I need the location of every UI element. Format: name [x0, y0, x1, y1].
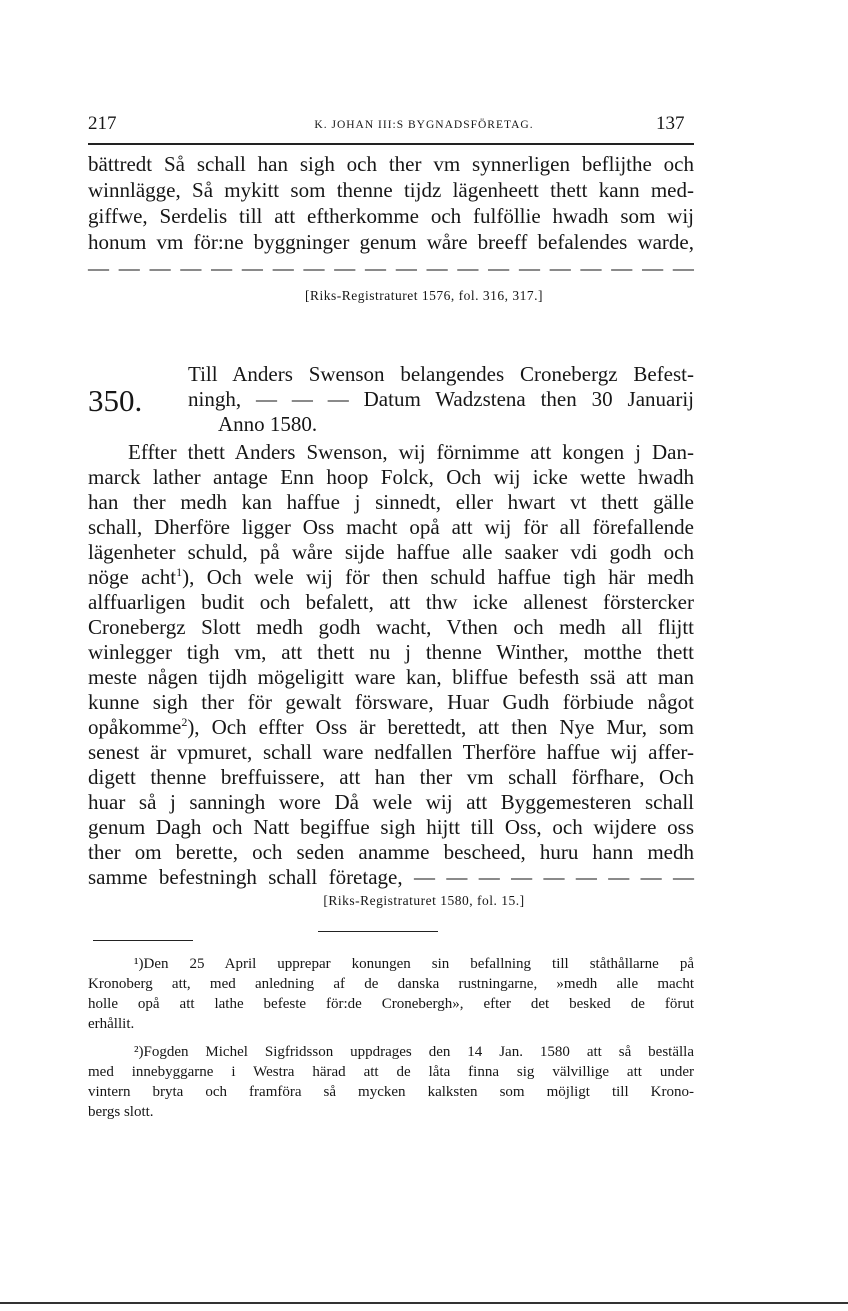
text-line: ther om berette, och seden anamme bescheed, huru hann medh	[88, 840, 694, 864]
footnote-text: Den 25 April upprepar konungen sin befallning till ståthållarne på	[143, 956, 694, 972]
dash: —	[365, 256, 387, 280]
dash: —	[457, 256, 479, 280]
title-line: ningh, — — — Datum Wadzstena then 30 Januarij	[188, 387, 694, 411]
text-line: lägenheter schuld, på wåre sijde haffue alle saaker vdi godh och	[88, 540, 694, 564]
footnote-line	[134, 1043, 694, 1063]
footnote-line: vintern bryta och framföra så mycken kalksten som möjligt till Krono-	[88, 1084, 694, 1100]
text-line: winnlägge, Så mykitt som thenne tijdz lägenheett thett kann med-	[88, 178, 694, 202]
text-line: Effter thett Anders Swenson, wij förnimme att kongen j Dan-	[128, 440, 694, 464]
dash: —	[549, 256, 571, 280]
source-citation: [Riks-Registraturet 1580, fol. 15.]	[323, 893, 525, 908]
text-line: han ther medh kan haffue j sinnedt, eller hwart vt thett gälle	[88, 490, 694, 514]
text-line: honum vm för:ne byggninger genum wåre breeff befalendes warde,	[88, 230, 694, 254]
footnote-text: Fogden Michel Sigfridsson uppdrages den 14 Jan. 1580 att så beställa	[143, 1044, 694, 1060]
dash: —	[672, 256, 694, 280]
footnote-mark: ²)	[134, 1044, 144, 1060]
dash: —	[272, 256, 294, 280]
text-line: samme befestningh schall företage, — — — — — — — — —	[88, 865, 694, 889]
dash: —	[426, 256, 448, 280]
footnote-line: Kronoberg att, med anledning af de danska rustningarne, »medh alle macht	[88, 976, 694, 992]
dash: —	[580, 256, 602, 280]
text-run: nöge acht	[88, 565, 177, 589]
document-number: 350.	[88, 383, 143, 418]
dash: —	[118, 256, 140, 280]
footnote-ref: 2	[181, 715, 188, 729]
text-line: alffuarligen budit och befalett, att thw icke allenest förstercker	[88, 590, 694, 614]
title-line: Till Anders Swenson belangendes Cronebergz Befest-	[188, 362, 694, 386]
header-rule	[88, 143, 694, 145]
dash: —	[518, 256, 540, 280]
section-rule	[318, 931, 438, 932]
text-line	[88, 715, 694, 740]
text-line: Cronebergz Slott medh godh wacht, Vthen och medh all flijtt	[88, 615, 694, 639]
left-page-number: 217	[88, 113, 117, 134]
text-line: meste någen tijdh mögeligitt ware kan, bliffue befesth ssä att man	[88, 665, 694, 689]
text-line: winlegger tigh vm, att thett nu j thenne Winther, motthe thett	[88, 640, 694, 664]
dash: —	[88, 256, 109, 280]
dash: —	[395, 256, 417, 280]
dash: —	[334, 256, 356, 280]
dash: —	[488, 256, 510, 280]
dash: —	[180, 256, 202, 280]
dash: —	[611, 256, 633, 280]
text-line: marck lather antage Enn hoop Folck, Och wij icke wette hwadh	[88, 465, 694, 489]
title-line: Anno 1580.	[218, 412, 318, 436]
footnote-mark: ¹)	[134, 956, 144, 972]
footnote-line: med innebyggarne i Westra härad att de låta finna sig välvillige att under	[88, 1064, 694, 1080]
text-line: huar så j sanningh wore Då wele wij att Byggemesteren schall	[88, 790, 694, 814]
footnote-line: holle opå att lathe befeste för:de Cronebergh», efter det besked de förut	[88, 996, 694, 1012]
footnote-ref: 1	[176, 565, 183, 579]
text-run: ), Och wele wij för then schuld haffue tigh här medh	[182, 565, 695, 589]
dash: —	[642, 256, 664, 280]
text-line: kunne sigh ther för gewalt försware, Huar Gudh förbiude något	[88, 690, 694, 714]
dash: —	[303, 256, 325, 280]
text-line: bättredt Så schall han sigh och ther vm synnerligen beflijthe och	[88, 152, 694, 176]
running-title: K. JOHAN III:S BYGNADSFÖRETAG.	[314, 119, 534, 131]
source-citation: [Riks-Registraturet 1576, fol. 316, 317.]	[305, 288, 543, 303]
footnote-rule	[93, 940, 193, 941]
text-line	[88, 565, 694, 590]
dash-row	[88, 256, 694, 280]
text-run: ), Och effter Oss är berettedt, att then Nye Mur, som	[187, 715, 694, 739]
dash: —	[149, 256, 171, 280]
text-line: senest är vpmuret, schall ware nedfallen Therföre haffue wij affer-	[88, 740, 694, 764]
footnote-line: erhållit.	[88, 1016, 135, 1032]
text-line: giffwe, Serdelis till att eftherkomme och fulföllie hwadh som wij	[88, 204, 694, 228]
footnote-line	[134, 955, 694, 975]
text-line: schall, Dherföre ligger Oss macht opå att wij för all förefallende	[88, 515, 694, 539]
text-line: genum Dagh och Natt begiffue sigh hijtt till Oss, och wijdere oss	[88, 815, 694, 839]
dash: —	[211, 256, 233, 280]
dash: —	[241, 256, 263, 280]
scan-edge	[0, 1302, 848, 1304]
right-page-number: 137	[656, 113, 685, 134]
text-line: digett thenne breffuissere, att han ther vm schall förfhare, Och	[88, 765, 694, 789]
footnote-line: bergs slott.	[88, 1104, 154, 1120]
text-run: opåkomme	[88, 715, 182, 739]
